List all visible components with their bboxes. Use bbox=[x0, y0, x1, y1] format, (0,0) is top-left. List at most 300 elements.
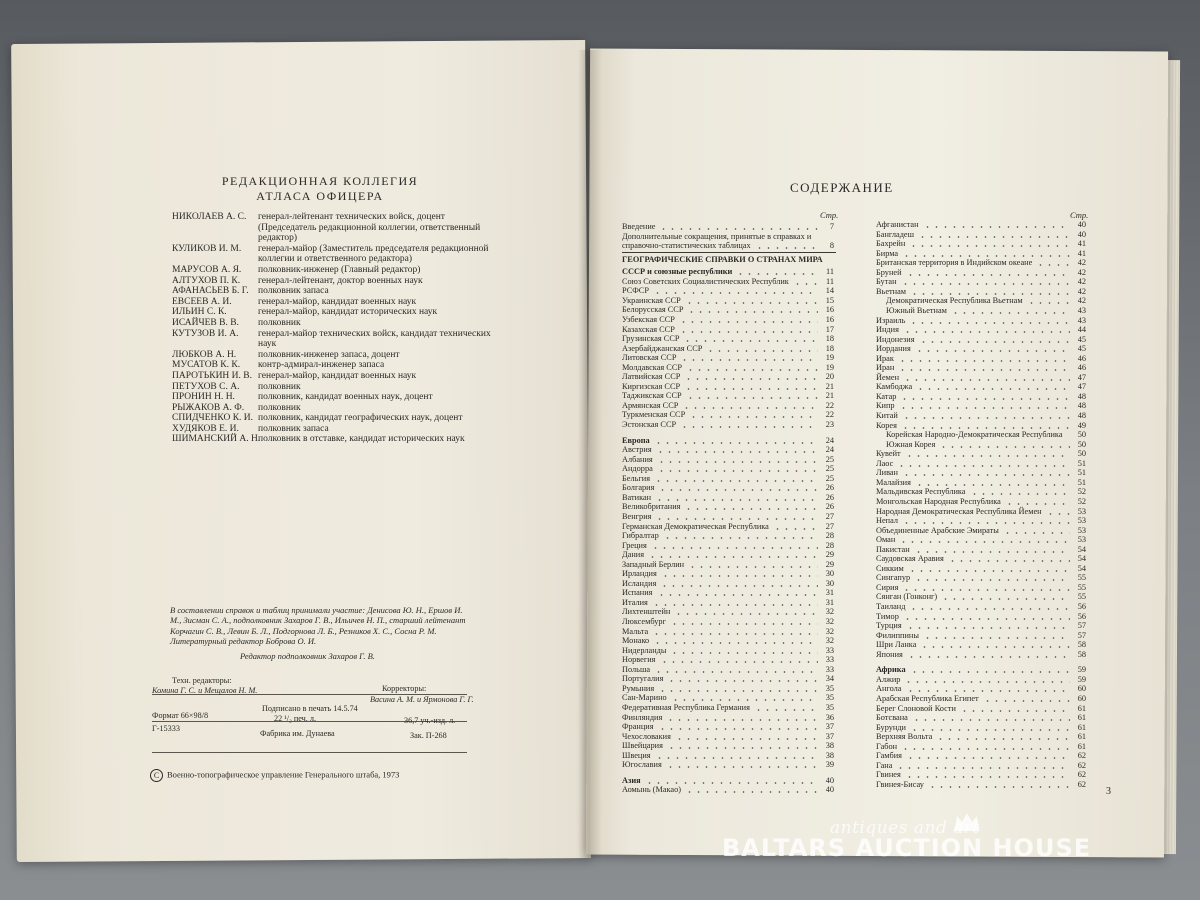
leader-dots bbox=[912, 719, 1070, 721]
staff-name: АЛТУХОВ П. К. bbox=[172, 275, 241, 286]
left-page bbox=[11, 40, 591, 862]
contents-entry bbox=[876, 239, 1088, 249]
contents-entry-page: 35 bbox=[825, 702, 834, 712]
leader-dots bbox=[655, 757, 818, 759]
contents-title: СОДЕРЖАНИЕ bbox=[790, 180, 894, 195]
contents-entry-page: 55 bbox=[1077, 592, 1086, 602]
contents-entry-label: Шри Ланка bbox=[876, 640, 917, 650]
staff-name: НИКОЛАЕВ А. С. bbox=[172, 212, 247, 222]
contents-entry bbox=[622, 579, 836, 589]
correctors-label: Корректоры: bbox=[382, 684, 427, 693]
contents-entry-page: 48 bbox=[1077, 401, 1086, 411]
staff-role: генерал-лейтенант, доктор военных наук bbox=[258, 275, 423, 286]
contents-entry bbox=[876, 468, 1088, 478]
contents-entry bbox=[876, 640, 1088, 650]
contents-entry bbox=[876, 497, 1088, 507]
contents-entry-label: Армянская ССР bbox=[622, 400, 679, 410]
contents-entry-label: Бруней bbox=[876, 267, 902, 277]
contents-entry-page: 46 bbox=[1077, 363, 1086, 373]
leader-dots bbox=[914, 551, 1070, 553]
contents-entry-page: 48 bbox=[1077, 411, 1086, 420]
contents-entry-page: 32 bbox=[825, 636, 834, 646]
leader-dots bbox=[901, 283, 1070, 285]
leader-dots bbox=[936, 738, 1070, 740]
contents-entry-page: 40 bbox=[825, 785, 834, 795]
contents-entry-label: Сингапур bbox=[876, 573, 911, 583]
contents-entry bbox=[622, 785, 836, 795]
leader-dots bbox=[670, 623, 818, 625]
contents-entry bbox=[876, 220, 1088, 230]
contents-entry-page: 58 bbox=[1077, 640, 1086, 650]
leader-dots bbox=[685, 302, 818, 304]
contents-entry-label: Литовская ССР bbox=[622, 353, 677, 363]
staff-role: полковник-инженер (Главный редактор) bbox=[258, 264, 421, 275]
contents-entry-label: Тимор bbox=[876, 611, 899, 621]
contents-entry-label: Израиль bbox=[876, 315, 906, 325]
contents-entry-page: 22 bbox=[825, 410, 834, 420]
watermark-tagline: antiques and art bbox=[830, 818, 980, 838]
leader-dots bbox=[970, 493, 1071, 495]
contents-entry-page: 11 bbox=[826, 267, 834, 277]
contents-entry-label: Габон bbox=[876, 741, 898, 751]
contents-entry bbox=[622, 588, 836, 598]
leader-dots bbox=[685, 791, 818, 793]
contents-entry bbox=[876, 363, 1088, 373]
leader-dots bbox=[909, 245, 1070, 247]
leader-dots bbox=[683, 340, 818, 342]
staff-row bbox=[172, 403, 502, 414]
contents-entry bbox=[622, 222, 836, 232]
contents-entry-page: 62 bbox=[1077, 779, 1086, 789]
watermark-brand: BALTARS AUCTION HOUSE bbox=[722, 834, 1092, 862]
contents-entry bbox=[622, 722, 836, 732]
leader-dots bbox=[755, 247, 818, 249]
contents-entry-label: Катар bbox=[876, 391, 897, 401]
contents-entry bbox=[622, 512, 836, 522]
contents-entry bbox=[876, 411, 1088, 421]
staff-role: полковник bbox=[258, 317, 301, 328]
contents-entry bbox=[622, 531, 836, 541]
leader-dots bbox=[903, 331, 1070, 333]
leader-dots bbox=[656, 451, 818, 453]
contents-entry bbox=[876, 554, 1088, 564]
contents-entry bbox=[876, 675, 1088, 685]
contents-entry-label: Гвинея bbox=[876, 770, 901, 780]
contents-entry-label: Греция bbox=[622, 540, 647, 550]
contents-entry-label: Венгрия bbox=[622, 511, 652, 521]
contents-entry-label: Сикким bbox=[876, 563, 904, 573]
contents-entry-page: 51 bbox=[1077, 468, 1086, 478]
leader-dots bbox=[906, 627, 1070, 629]
contents-entry-label: Кувейт bbox=[876, 449, 901, 459]
contents-entry bbox=[622, 684, 836, 694]
contents-entry-label: Мальдивская Республика bbox=[876, 487, 966, 497]
section-rule bbox=[622, 252, 836, 253]
contents-entry bbox=[876, 770, 1088, 780]
contents-entry-page: 43 bbox=[1077, 305, 1086, 315]
left-col-page-label: Стр. bbox=[820, 210, 839, 220]
leader-dots bbox=[960, 710, 1070, 712]
imprint-sheets: 22 ¹/₂ печ. л. bbox=[274, 714, 317, 723]
leader-dots bbox=[906, 690, 1071, 692]
staff-name: ЛЮБКОВ А. Н. bbox=[172, 349, 237, 360]
contents-section-heading bbox=[622, 255, 836, 265]
contents-entry bbox=[622, 483, 836, 493]
leader-dots bbox=[652, 633, 818, 635]
leader-dots bbox=[660, 585, 818, 587]
leader-dots bbox=[648, 556, 818, 558]
contents-entry-label: Швейцария bbox=[622, 741, 663, 751]
contents-entry-label: Берег Слоновой Кости bbox=[876, 703, 956, 713]
leader-dots bbox=[1005, 503, 1070, 505]
staff-role: полковник-инженер запаса, доцент bbox=[258, 349, 400, 360]
leader-dots bbox=[654, 480, 818, 482]
contents-entry-page: 19 bbox=[825, 353, 834, 363]
imprint-format: Формат 66×98/8 bbox=[152, 711, 209, 720]
leader-dots bbox=[657, 461, 818, 463]
contents-entry-page: 53 bbox=[1077, 535, 1086, 545]
contents-entry-page: 33 bbox=[825, 645, 834, 655]
contents-entry-page: 24 bbox=[825, 435, 834, 445]
contents-entry bbox=[876, 421, 1088, 431]
contents-entry-label: Бельгия bbox=[622, 473, 651, 483]
staff-row bbox=[172, 360, 502, 371]
contents-entry bbox=[876, 277, 1088, 287]
contents-entry bbox=[622, 502, 836, 512]
leader-dots bbox=[652, 604, 818, 606]
contents-entry bbox=[622, 305, 836, 315]
staff-row bbox=[172, 286, 502, 297]
contents-entry-page: 41 bbox=[1077, 239, 1086, 249]
contents-entry bbox=[622, 598, 836, 608]
staff-row bbox=[172, 307, 502, 318]
contents-entry bbox=[622, 296, 836, 306]
staff-name: СПИДЧЕНКО К. И. bbox=[172, 413, 254, 424]
contents-entry-page: 32 bbox=[825, 626, 834, 636]
contents-entry bbox=[876, 612, 1088, 622]
staff-name: ПЕТУХОВ С. А. bbox=[172, 381, 240, 392]
contents-entry-label: Британская территория в Индийском океане bbox=[876, 258, 1033, 268]
contents-entry-label: Грузинская ССР bbox=[622, 334, 680, 344]
leader-dots bbox=[902, 255, 1070, 257]
contents-entry-label: Азербайджанская ССР bbox=[622, 343, 703, 353]
leader-dots bbox=[906, 274, 1070, 276]
contents-entry-page: 54 bbox=[1077, 563, 1086, 573]
contents-entry bbox=[622, 241, 836, 251]
contents-entry-label: Корейская Народно-Демократическая Республика bbox=[886, 430, 1063, 440]
staff-name: ЕВСЕЕВ А. И. bbox=[172, 296, 232, 307]
contents-entry-label: Йемен bbox=[876, 372, 900, 382]
contents-entry bbox=[622, 693, 836, 703]
leader-dots bbox=[658, 728, 818, 730]
contents-entry bbox=[622, 474, 836, 484]
contents-entry bbox=[622, 732, 836, 742]
contents-entry bbox=[876, 573, 1088, 583]
contributors-note: В составлении справок и таблиц принимали участие: Денисова Ю. Н., Ершов И. М., Зисман С. А., подполковник Захаров Г. В., Ильичев Н. П., старший лейтенант Корчагин С. В., Левин Б. Л., Подгорнова Л. Б., Резников Х. С., Сосна Р. М. Литературный редактор Боброва О. И. bbox=[170, 605, 466, 647]
contents-entry-label: Андорра bbox=[622, 464, 653, 474]
leader-dots bbox=[658, 489, 818, 491]
contents-entry-page: 30 bbox=[825, 569, 834, 579]
leader-dots bbox=[928, 786, 1070, 788]
leader-dots bbox=[906, 757, 1070, 759]
leader-dots bbox=[904, 681, 1070, 683]
leader-dots bbox=[686, 397, 818, 399]
staff-name: ПАРОТЬКИН И. В. bbox=[172, 370, 252, 381]
contents-entry-page: 59 bbox=[1077, 665, 1086, 675]
contents-entry-page: 25 bbox=[825, 464, 834, 474]
contents-entry-page: 54 bbox=[1077, 544, 1086, 554]
staff-name: ПРОНИН Н. Н. bbox=[172, 392, 235, 403]
contents-entry-page: 38 bbox=[825, 750, 834, 760]
contents-entry-label: Арабская Республика Египет bbox=[876, 693, 979, 703]
contents-entry bbox=[876, 306, 1088, 316]
contents-entry-label: Объединенные Арабские Эмираты bbox=[876, 525, 999, 535]
staff-row bbox=[172, 318, 502, 329]
leader-dots bbox=[910, 729, 1070, 731]
contents-entry-page: 39 bbox=[825, 760, 834, 770]
leader-dots bbox=[793, 283, 818, 285]
page-number: 3 bbox=[1106, 786, 1111, 797]
staff-role: контр-адмирал-инженер запаса bbox=[258, 360, 385, 371]
leader-dots bbox=[653, 642, 818, 644]
staff-row bbox=[172, 276, 502, 287]
leader-dots bbox=[914, 579, 1070, 581]
contents-entry bbox=[876, 478, 1088, 488]
contents-entry-page: 21 bbox=[825, 391, 834, 401]
staff-row bbox=[172, 392, 502, 403]
leader-dots bbox=[686, 369, 818, 371]
contents-entry-page: 21 bbox=[825, 381, 834, 391]
contents-entry bbox=[876, 354, 1088, 364]
contents-entry-page: 57 bbox=[1077, 621, 1086, 631]
leader-dots bbox=[1046, 513, 1070, 515]
contents-entry-label: Япония bbox=[876, 649, 903, 659]
contents-entry-label: Корея bbox=[876, 420, 897, 430]
contents-entry-label: Гана bbox=[876, 760, 893, 770]
contents-entry-label: Испания bbox=[622, 588, 653, 598]
contents-entry-label: Западный Берлин bbox=[622, 559, 685, 569]
contents-entry-page: 25 bbox=[825, 454, 834, 464]
contents-entry-page: 61 bbox=[1077, 713, 1086, 723]
leader-dots bbox=[671, 699, 818, 701]
contents-entry bbox=[622, 541, 836, 551]
leader-dots bbox=[983, 700, 1070, 702]
staff-role: генерал-майор (Заместитель председателя редакционной коллегии и ответственного редактора) bbox=[258, 243, 489, 265]
contents-entry-page: 29 bbox=[825, 550, 834, 560]
contents-entry bbox=[876, 592, 1088, 602]
leader-dots bbox=[674, 613, 818, 615]
editorial-board-title bbox=[170, 174, 470, 204]
contents-entry-label: Нидерланды bbox=[622, 645, 667, 655]
contents-entry-label: Ботсвана bbox=[876, 713, 908, 723]
contents-entry-label: Алжир bbox=[876, 674, 901, 684]
contents-entry bbox=[622, 410, 836, 420]
contents-entry-label: Верхняя Вольта bbox=[876, 732, 933, 742]
contents-entry-page: 38 bbox=[825, 741, 834, 751]
contents-entry-label: Иран bbox=[876, 363, 895, 373]
staff-role: полковник, кандидат военных наук, доцент bbox=[258, 392, 433, 403]
leader-dots bbox=[901, 427, 1070, 429]
staff-role: генерал-майор, кандидат военных наук bbox=[258, 296, 417, 307]
contents-entry-label: Иордания bbox=[876, 344, 911, 354]
contents-entry-page: 26 bbox=[825, 492, 834, 502]
contents-entry-label: Монгольская Народная Республика bbox=[876, 496, 1001, 506]
leader-dots bbox=[902, 474, 1070, 476]
staff-role: генерал-лейтенант технических войск, доцент (Председатель редакционной коллегии, ответственный редактор) bbox=[258, 212, 481, 244]
contents-entry-page: 15 bbox=[825, 295, 834, 305]
leader-dots bbox=[688, 566, 818, 568]
contents-entry bbox=[876, 459, 1088, 469]
contents-entry bbox=[622, 665, 836, 675]
leader-dots bbox=[948, 560, 1070, 562]
leader-dots bbox=[897, 465, 1070, 467]
staff-row bbox=[172, 212, 502, 244]
contents-entry-label: Сан-Марино bbox=[622, 693, 667, 703]
contents-entry-page: 60 bbox=[1077, 684, 1086, 694]
editorial-title-line1: РЕДАКЦИОННАЯ КОЛЛЕГИЯ bbox=[221, 174, 419, 188]
contents-entry-page: 50 bbox=[1077, 449, 1086, 459]
leader-dots bbox=[919, 341, 1070, 343]
contents-entry-page: 32 bbox=[825, 617, 834, 626]
contents-entry bbox=[876, 230, 1088, 240]
leader-dots bbox=[667, 747, 818, 749]
contents-entry-page: 47 bbox=[1077, 372, 1086, 382]
contents-entry-page: 56 bbox=[1077, 602, 1086, 611]
contents-entry bbox=[622, 436, 836, 446]
leader-dots bbox=[905, 776, 1070, 778]
leader-dots bbox=[663, 537, 818, 539]
contents-entry bbox=[622, 617, 836, 627]
contents-entry bbox=[622, 703, 836, 713]
contents-entry-label: ГЕОГРАФИЧЕСКИЕ СПРАВКИ О СТРАНАХ МИРА bbox=[622, 254, 823, 264]
contents-entry-label: Введение bbox=[622, 222, 656, 231]
staff-name: КУТУЗОВ И. А. bbox=[172, 328, 239, 339]
contents-entry bbox=[876, 723, 1088, 733]
contents-entry bbox=[876, 449, 1088, 459]
leader-dots bbox=[899, 407, 1070, 409]
imprint-code: Г-15333 bbox=[152, 724, 180, 733]
contents-entry-page: 42 bbox=[1077, 267, 1086, 277]
leader-dots bbox=[1027, 302, 1070, 304]
contents-entry-label: Оман bbox=[876, 535, 896, 545]
contents-entry-label: Бурунди bbox=[876, 722, 906, 732]
contents-entry-page: 37 bbox=[825, 722, 834, 732]
contents-entry-label: Германская Демократическая Республика bbox=[622, 521, 769, 531]
leader-dots bbox=[655, 499, 818, 501]
staff-row bbox=[172, 297, 502, 308]
contents-entry-page: 59 bbox=[1077, 674, 1086, 684]
contents-entry bbox=[876, 430, 1088, 440]
contents-entry-page: 42 bbox=[1077, 258, 1086, 268]
staff-row bbox=[172, 434, 502, 445]
contents-entry-page: 26 bbox=[825, 483, 834, 493]
contents-entry-label: Южная Корея bbox=[886, 439, 936, 449]
contents-entry-page: 50 bbox=[1077, 430, 1086, 440]
leader-dots bbox=[655, 518, 818, 520]
contents-entry-label: Гибралтар bbox=[622, 531, 659, 541]
contents-entry-label: Кипр bbox=[876, 401, 895, 411]
contents-entry-page: 45 bbox=[1077, 334, 1086, 344]
staff-name: ШИМАНСКИЙ А. Н. bbox=[172, 434, 261, 445]
leader-dots bbox=[706, 350, 818, 352]
leader-dots bbox=[660, 661, 819, 663]
contents-entry bbox=[876, 732, 1088, 742]
leader-dots bbox=[657, 594, 819, 596]
contents-entry-page: 51 bbox=[1077, 458, 1086, 468]
contents-entry-label: Бутан bbox=[876, 277, 897, 287]
contents-entry-label: справочно-статистических таблицах bbox=[622, 241, 751, 251]
staff-role: полковник bbox=[258, 402, 301, 413]
editor-note: Редактор подполковник Захаров Г. В. bbox=[240, 651, 375, 661]
contents-entry-label: Лихтенштейн bbox=[622, 607, 671, 617]
staff-row bbox=[172, 424, 502, 435]
contents-entry-label: Ирландия bbox=[622, 569, 657, 579]
contents-entry-label: Китай bbox=[876, 411, 898, 420]
leader-dots bbox=[659, 228, 818, 230]
contents-entry-label: Азия bbox=[622, 775, 641, 785]
leader-dots bbox=[689, 416, 818, 418]
contents-entry-page: 55 bbox=[1077, 573, 1086, 583]
contents-entry bbox=[876, 704, 1088, 714]
leader-dots bbox=[670, 652, 818, 654]
leader-dots bbox=[680, 426, 818, 428]
contents-entry-page: 62 bbox=[1077, 751, 1086, 761]
contents-entry-page: 14 bbox=[825, 286, 834, 296]
contents-entry-page: 18 bbox=[825, 334, 834, 344]
contents-entry-page: 33 bbox=[825, 655, 834, 665]
contents-entry bbox=[876, 392, 1088, 402]
contents-entry bbox=[876, 507, 1088, 517]
contents-entry-label: Ангола bbox=[876, 684, 902, 694]
contents-entry bbox=[876, 335, 1088, 345]
staff-name: ИЛЬИН С. К. bbox=[172, 307, 227, 318]
contents-entry bbox=[876, 602, 1088, 612]
contents-entry bbox=[622, 607, 836, 617]
contents-entry-page: 28 bbox=[825, 540, 834, 550]
contents-entry-page: 37 bbox=[825, 731, 834, 741]
leader-dots bbox=[902, 417, 1070, 419]
leader-dots bbox=[909, 322, 1070, 324]
leader-dots bbox=[896, 767, 1070, 769]
contents-entry-label: РСФСР bbox=[622, 286, 649, 296]
staff-role: полковник запаса bbox=[258, 286, 329, 297]
copyright-icon: C bbox=[150, 769, 163, 782]
contents-entry-page: 16 bbox=[825, 305, 834, 315]
contents-entry-label: Эстонская ССР bbox=[622, 420, 677, 429]
contents-entry-page: 19 bbox=[825, 362, 834, 372]
contents-entry bbox=[622, 232, 836, 242]
contents-entry bbox=[622, 741, 836, 751]
contents-entry-page: 27 bbox=[825, 511, 834, 521]
leader-dots bbox=[684, 508, 818, 510]
leader-dots bbox=[939, 446, 1070, 448]
contents-entry-label: Афганистан bbox=[876, 220, 919, 229]
staff-name: ХУДЯКОВ Е. И. bbox=[172, 423, 239, 434]
leader-dots bbox=[941, 598, 1070, 600]
correctors: Васина А. М. и Ярмонова Г. Г. bbox=[370, 695, 474, 704]
contents-entry-page: 60 bbox=[1077, 693, 1086, 703]
contents-entry-page: 50 bbox=[1077, 439, 1086, 449]
contents-entry-page: 54 bbox=[1077, 554, 1086, 564]
contents-entry-label: Народная Демократическая Республика Йемен bbox=[876, 506, 1042, 516]
copyright-line bbox=[150, 769, 399, 782]
book-gutter bbox=[578, 50, 602, 858]
contents-entry-label: Индия bbox=[876, 325, 899, 335]
contents-entry bbox=[622, 464, 836, 474]
contents-entry bbox=[622, 646, 836, 656]
contents-entry-label: Аомынь (Макао) bbox=[622, 785, 682, 795]
contents-entry bbox=[876, 268, 1088, 278]
